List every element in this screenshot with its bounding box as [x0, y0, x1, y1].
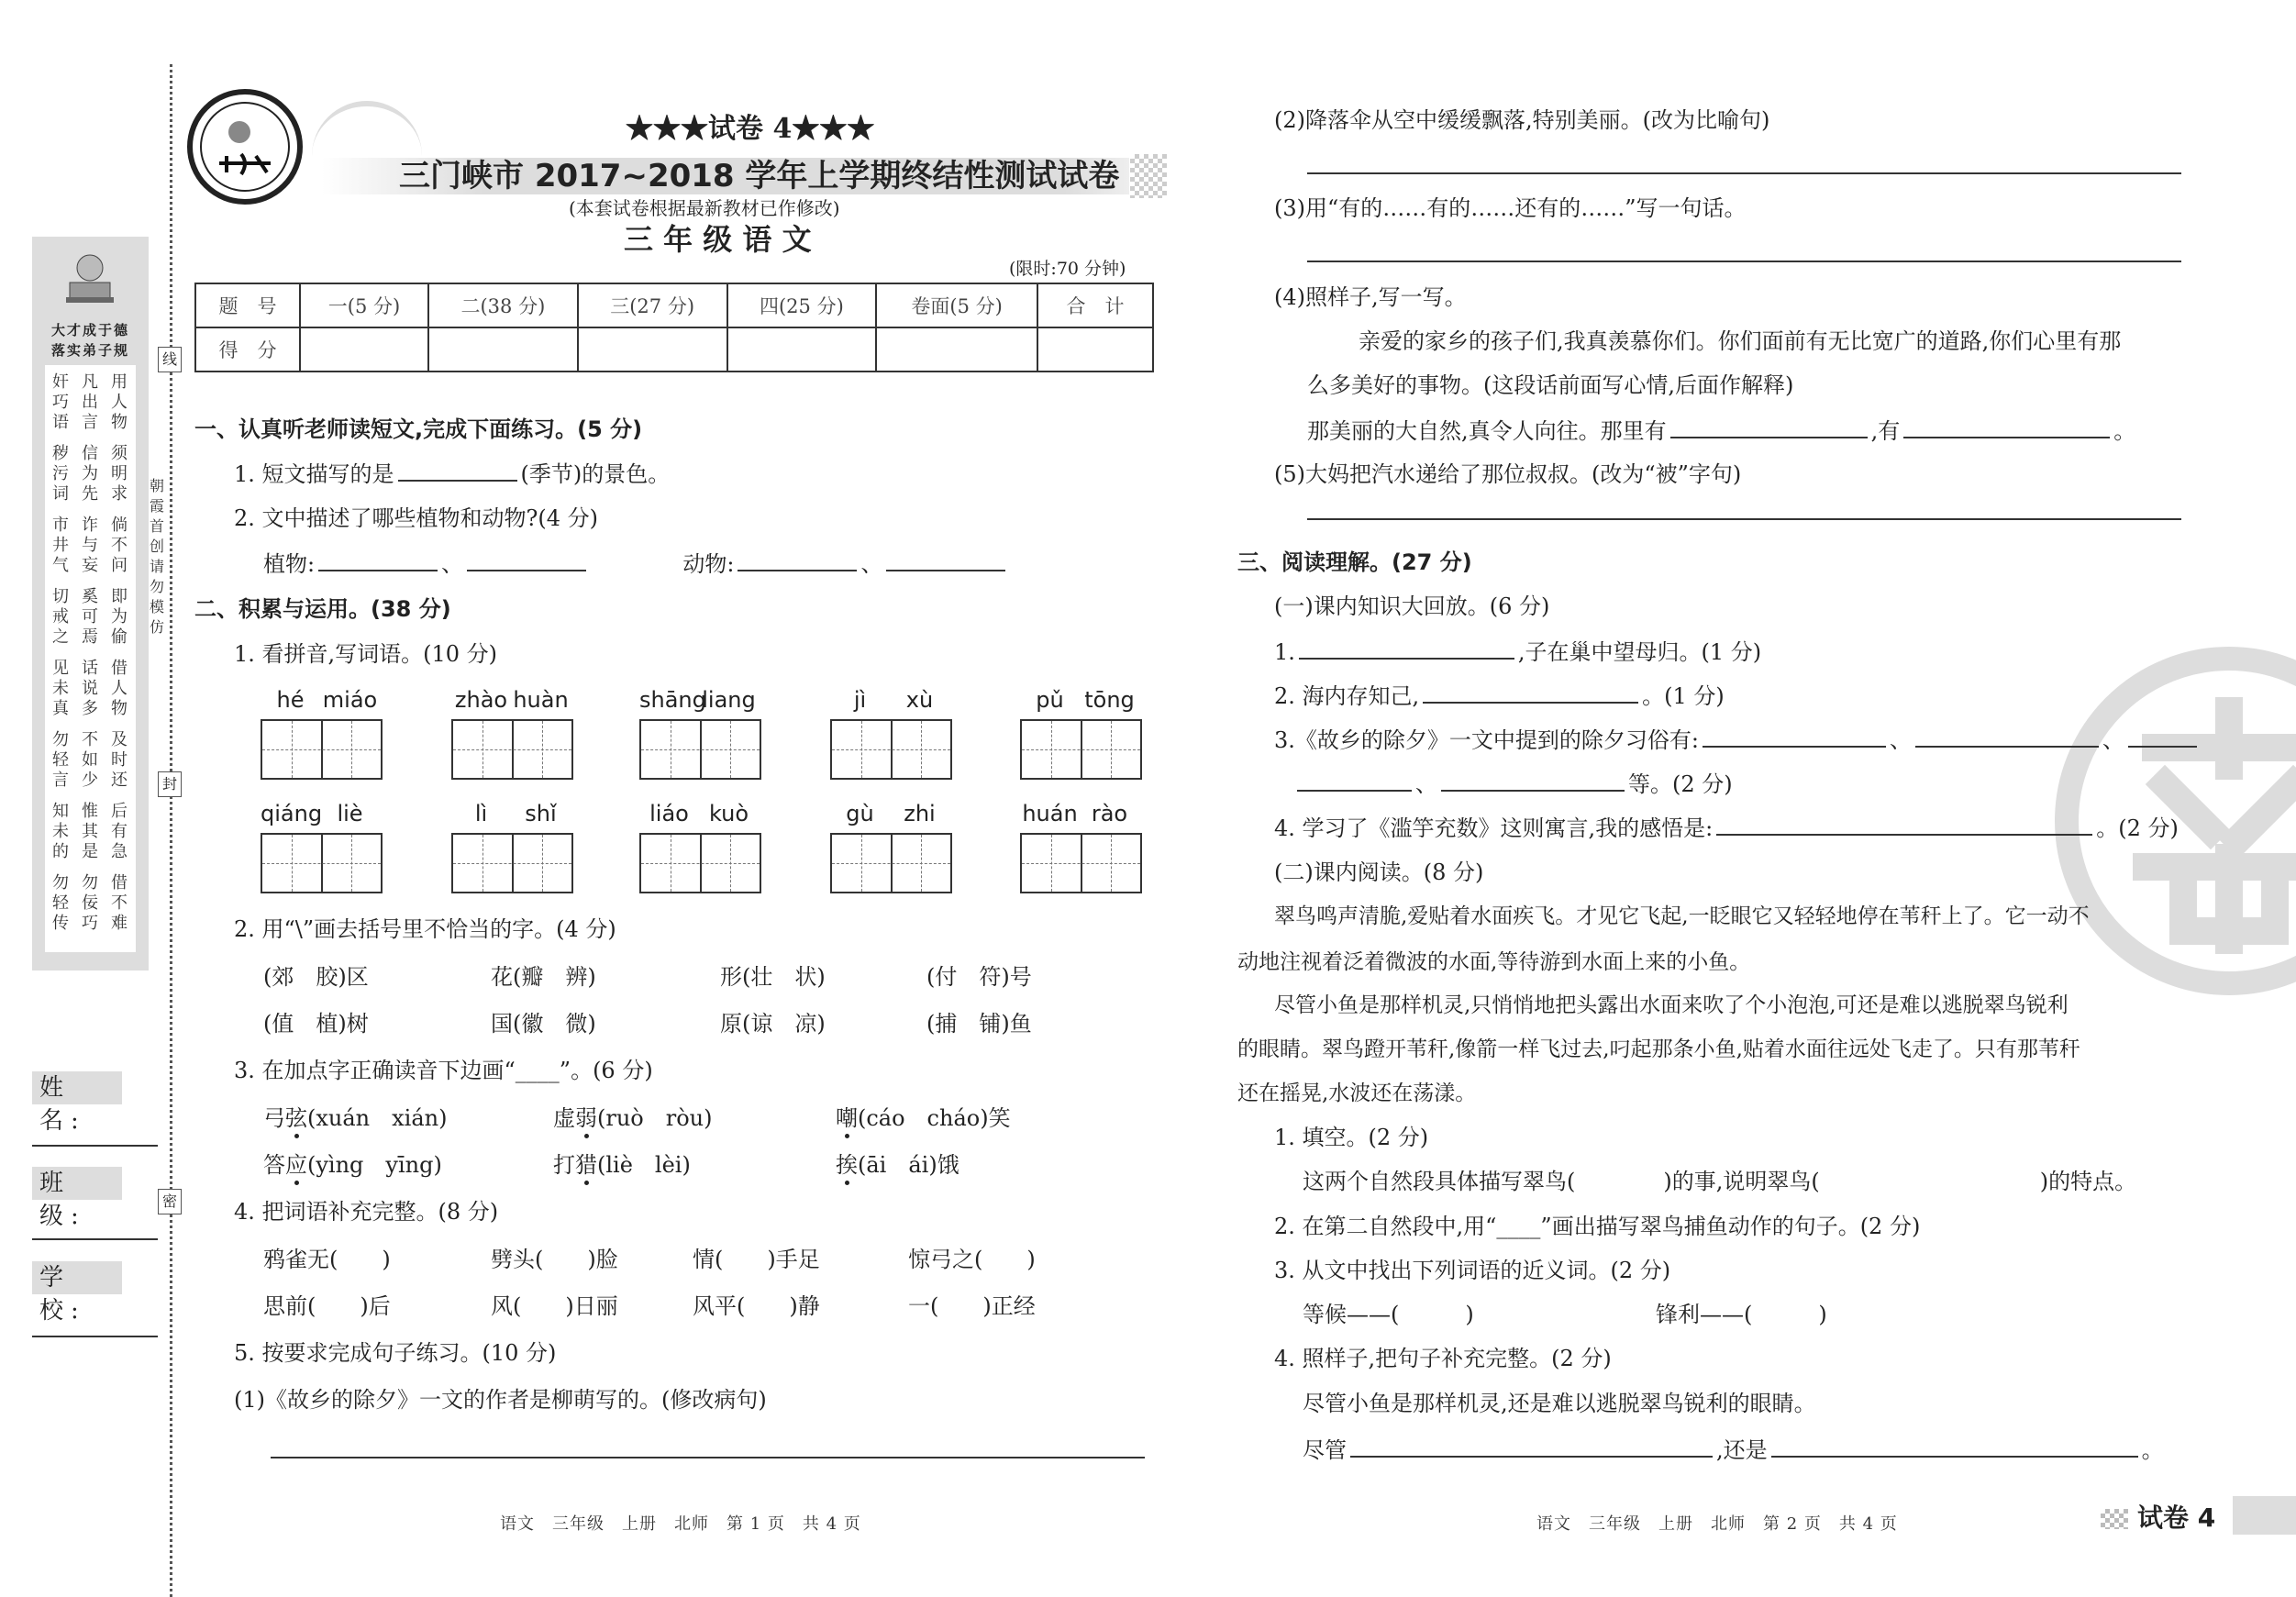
idiom-fill-item[interactable]: 思前( )后	[263, 1293, 391, 1319]
passage-line: 动地注视着泛着微波的水面,等待游到水面上来的小鱼。	[1237, 950, 1751, 974]
pinyin-syllable: huán	[1022, 801, 1078, 826]
verse-column: 惟其是	[82, 802, 98, 861]
task-text: 尽管	[1303, 1437, 1347, 1463]
school-field[interactable]	[32, 1336, 158, 1337]
corner-checker	[2101, 1509, 2128, 1529]
pinyin-syllable: rào	[1091, 801, 1128, 826]
cut-mark-feng: 封	[158, 771, 182, 797]
verse-column: 市井气	[52, 516, 69, 575]
tianzige-write-box[interactable]	[451, 833, 573, 893]
verse-column: 后有急	[111, 802, 128, 861]
score-cell[interactable]	[1037, 327, 1153, 372]
pronunciation-item[interactable]	[836, 1104, 1011, 1132]
question-text: 等。(2 分)	[1628, 771, 1733, 797]
pinyin-syllable: kuò	[708, 801, 749, 826]
question-2-1: 1. 看拼音,写词语。(10 分)	[234, 641, 498, 667]
verse-column: 诈与妄	[82, 516, 98, 575]
score-header-cell: 二(38 分)	[428, 283, 578, 327]
reading-question-3: 3. 从文中找出下列词语的近义词。(2 分)	[1274, 1258, 1671, 1283]
separator: 、	[860, 551, 883, 577]
sidebar-motto-panel	[32, 237, 149, 970]
separator: 、	[1415, 771, 1437, 797]
plant-blank[interactable]	[467, 549, 586, 571]
reading-question-4: 4. 照样子,把句子补充完整。(2 分)	[1274, 1346, 1612, 1371]
passage-line: 的眼睛。翠鸟蹬开苇秆,像箭一样飞过去,叼起那条小鱼,贴着水面往远处飞走了。只有那苇秆	[1237, 1037, 2080, 1061]
char-choice-item[interactable]: 形(壮 状)	[720, 964, 826, 990]
page-2-footer: 语文 三年级 上册 北师 第 2 页 共 4 页	[1536, 1514, 1898, 1534]
dotted-char: 嘲	[836, 1105, 858, 1131]
question-text: 。(2 分)	[2096, 815, 2179, 841]
verse-column: 用人物	[111, 372, 128, 432]
pinyin-syllable: qiáng	[261, 801, 323, 826]
reading-question-1: 1. 填空。(2 分)	[1274, 1125, 1429, 1150]
tianzige-write-box[interactable]	[261, 719, 383, 780]
question-text: (季节)的景色。	[520, 461, 671, 487]
student-reading-illustration	[62, 248, 117, 312]
verse-column: 及时还	[111, 730, 128, 790]
answer-blank[interactable]	[1350, 1436, 1713, 1458]
pinyin-options[interactable]: (yìng yīng)	[307, 1152, 442, 1178]
verse-column: 见未真	[52, 659, 69, 718]
char-choice-item[interactable]: 花(瓣 辨)	[491, 964, 596, 990]
question-2-3: 3. 在加点字正确读音下边画“____”。(6 分)	[234, 1058, 653, 1083]
pinyin-syllable: xù	[905, 687, 934, 713]
section-1-heading: 一、认真听老师读短文,完成下面练习。(5 分)	[194, 416, 643, 442]
pinyin-syllable: jì	[853, 687, 867, 713]
exam-title: 三门峡市 2017~2018 学年上学期终结性测试试卷	[399, 158, 1120, 194]
question-2-5-5: (5)大妈把汽水递给了那位叔叔。(改为“被”字句)	[1274, 461, 1742, 487]
verse-column: 借人物	[111, 659, 128, 718]
question-2-5-1: (1)《故乡的除夕》一文的作者是柳萌写的。(修改病句)	[234, 1387, 767, 1413]
section-2-heading: 二、积累与运用。(38 分)	[194, 596, 451, 622]
answer-line[interactable]	[1307, 518, 2181, 520]
score-header-cell: 一(5 分)	[300, 283, 428, 327]
pinyin-syllable: liáo	[649, 801, 689, 826]
score-header-cell: 合 计	[1037, 283, 1153, 327]
answer-blank[interactable]	[1423, 682, 1638, 704]
animals-label: 动物:	[682, 551, 735, 577]
pinyin-options[interactable]: (cáo cháo)笑	[858, 1105, 1011, 1131]
synonym-item: 等候——( )	[1303, 1302, 1474, 1327]
question-2-5: 5. 按要求完成句子练习。(10 分)	[234, 1340, 557, 1366]
binding-cut-line	[170, 64, 172, 1597]
question-2-5-3: (3)用“有的……有的……还有的……”写一句话。	[1274, 195, 1747, 221]
separator: 、	[1889, 727, 1912, 753]
verse-column: 须明求	[111, 444, 128, 504]
task-text: ,有	[1870, 418, 1901, 444]
pinyin-syllable: hé	[276, 687, 305, 713]
time-limit: (限时:70 分钟)	[1009, 259, 1126, 279]
pronunciation-item[interactable]	[836, 1151, 959, 1179]
pinyin-syllable: huàn	[513, 687, 569, 713]
score-cell[interactable]	[876, 327, 1037, 372]
reading-question-2: 2. 在第二自然段中,用“____”画出描写翠鸟捕鱼动作的句子。(2 分)	[1274, 1214, 1921, 1239]
example-line: 么多美好的事物。(这段话前面写心情,后面作解释)	[1307, 372, 1794, 398]
idiom-fill-item[interactable]: 鸦雀无( )	[263, 1247, 391, 1272]
tianzige-write-box[interactable]	[261, 833, 383, 893]
question-1-2: 2. 文中描述了哪些植物和动物?(4 分)	[234, 505, 599, 531]
question-text: ,子在巢中望母归。(1 分)	[1517, 639, 1762, 665]
pinyin-options[interactable]: (liè lèi)	[597, 1152, 691, 1178]
exam-subtitle: (本套试卷根据最新教材已作修改)	[569, 197, 840, 219]
motto-line: 大才成于德	[50, 322, 129, 338]
pronunciation-item[interactable]	[553, 1151, 691, 1179]
cut-mark-xian: 线	[158, 347, 182, 372]
verse-column: 秽污词	[52, 444, 69, 504]
answer-blank[interactable]	[1299, 638, 1514, 660]
separator: 、	[441, 551, 464, 577]
char-choice-item[interactable]: (付 符)号	[926, 964, 1032, 990]
reading-example: 尽管小鱼是那样机灵,还是难以逃脱翠鸟锐利的眼睛。	[1303, 1391, 1816, 1416]
tianzige-write-box[interactable]	[451, 719, 573, 780]
imitation-task	[1307, 416, 2135, 445]
answer-blank[interactable]	[1771, 1436, 2138, 1458]
plants-animals-row	[263, 549, 1009, 578]
motto-verses	[45, 365, 136, 952]
idiom-fill-item[interactable]: 一( )正经	[908, 1293, 1036, 1319]
answer-line[interactable]	[1307, 261, 2181, 262]
pinyin-options[interactable]: (āi ái)饿	[858, 1152, 959, 1178]
char-choice-item[interactable]: (捕 铺)鱼	[926, 1011, 1032, 1037]
question-text: 1.	[1274, 639, 1295, 665]
passage-line: 翠鸟鸣声清脆,爱贴着水面疾飞。才见它飞起,一眨眼它又轻轻地停在苇秆上了。它一动不	[1274, 904, 2090, 928]
verse-column: 即为偷	[111, 587, 128, 647]
dotted-char: 猎	[575, 1152, 597, 1178]
verse-column: 借不难	[111, 873, 128, 933]
task-text: 。	[2113, 418, 2136, 444]
answer-blank[interactable]	[2128, 726, 2197, 748]
pinyin-syllable: liè	[337, 801, 363, 826]
motto-line: 落实弟子规	[50, 342, 129, 359]
synonym-item: 锋利——( )	[1656, 1302, 1827, 1327]
score-header-cell: 卷面(5 分)	[876, 283, 1037, 327]
question-2-2: 2. 用“\”画去括号里不恰当的字。(4 分)	[234, 916, 616, 942]
dotted-char: 弱	[575, 1105, 597, 1131]
char-choice-item[interactable]: (值 植)树	[263, 1011, 369, 1037]
pronunciation-item[interactable]	[263, 1151, 442, 1179]
score-cell[interactable]	[428, 327, 578, 372]
answer-line[interactable]	[1307, 172, 2181, 174]
passage-line: 还在摇晃,水波还在荡漾。	[1237, 1081, 1477, 1105]
question-text: 1. 短文描写的是	[234, 461, 394, 487]
tianzige-write-box[interactable]	[639, 833, 761, 893]
verse-column: 知未的	[52, 802, 69, 861]
reading-question-1-text: 这两个自然段具体描写翠鸟( )的事,说明翠鸟( )的特点。	[1303, 1169, 2137, 1194]
section-3-heading: 三、阅读理解。(27 分)	[1237, 549, 1472, 575]
recall-question-4	[1274, 814, 2179, 842]
verse-column: 不如少	[82, 730, 98, 790]
idiom-fill-item[interactable]: 风平( )静	[693, 1293, 820, 1319]
char-choice-item[interactable]: 原(谅 凉)	[720, 1011, 826, 1037]
answer-blank[interactable]	[1716, 814, 2092, 836]
score-header-cell: 题 号	[195, 283, 300, 327]
task-text: ,还是	[1716, 1437, 1768, 1463]
name-label: 姓 名:	[32, 1071, 122, 1104]
word-part: 弓	[263, 1105, 285, 1131]
pinyin-syllable: shāng	[639, 687, 706, 713]
title-band-checker	[1130, 154, 1167, 198]
tianzige-write-box[interactable]	[830, 719, 952, 780]
score-table	[194, 283, 1154, 372]
dotted-char: 弦	[285, 1105, 307, 1131]
pinyin-syllable: gù	[846, 801, 874, 826]
verse-column: 勿轻言	[52, 730, 69, 790]
answer-blank[interactable]	[1915, 726, 2099, 748]
idiom-fill-item[interactable]: 情( )手足	[693, 1247, 820, 1272]
recall-question-1	[1274, 638, 1761, 666]
idiom-fill-item[interactable]: 惊弓之( )	[908, 1247, 1036, 1272]
recall-question-3	[1274, 726, 2201, 754]
pinyin-syllable: lì	[474, 801, 488, 826]
part-1-heading: (一)课内知识大回放。(6 分)	[1274, 593, 1550, 619]
score-header-cell: 三(27 分)	[578, 283, 727, 327]
pinyin-options[interactable]: (xuán xián)	[307, 1105, 448, 1131]
question-1-1	[234, 460, 670, 488]
pinyin-syllable: tōng	[1084, 687, 1135, 713]
verse-column: 凡出言	[82, 372, 98, 432]
score-cell[interactable]	[300, 327, 428, 372]
tianzige-write-box[interactable]	[830, 833, 952, 893]
answer-blank[interactable]	[1703, 726, 1886, 748]
char-choice-item[interactable]: (郊 胶)区	[263, 964, 369, 990]
question-text: 。(1 分)	[1642, 683, 1725, 709]
copyright-note: 朝霞首创 请勿模仿	[149, 477, 164, 636]
passage-line: 尽管小鱼是那样机灵,只悄悄地把头露出水面来吹了个小泡泡,可还是难以逃脱翠鸟锐利	[1274, 993, 2069, 1017]
score-table-row	[195, 327, 1153, 372]
pronunciation-item[interactable]	[553, 1104, 712, 1132]
verse-column: 奸巧语	[52, 372, 69, 432]
idiom-fill-item[interactable]: 劈头( )脸	[491, 1247, 618, 1272]
pinyin-syllable: zhi	[904, 801, 936, 826]
score-cell[interactable]	[727, 327, 877, 372]
idiom-fill-item[interactable]: 风( )日丽	[491, 1293, 618, 1319]
pinyin-syllable: liang	[702, 687, 756, 713]
class-field[interactable]	[32, 1238, 158, 1240]
animal-blank[interactable]	[738, 549, 857, 571]
verse-column: 倘不问	[111, 516, 128, 575]
corner-gray-block	[2233, 1496, 2296, 1535]
tianzige-write-box[interactable]	[639, 719, 761, 780]
page-1-footer: 语文 三年级 上册 北师 第 1 页 共 4 页	[500, 1514, 861, 1534]
example-line: 亲爱的家乡的孩子们,我真羡慕你们。你们面前有无比宽广的道路,你们心里有那	[1359, 328, 2122, 354]
corner-paper-badge: 试卷 4	[2137, 1503, 2216, 1533]
answer-blank[interactable]	[1903, 416, 2110, 438]
pronunciation-item[interactable]	[263, 1104, 447, 1132]
pinyin-syllable: pǔ	[1036, 687, 1064, 713]
paper-number-badge: ★★★试卷 4★★★	[626, 113, 875, 145]
publisher-logo	[186, 88, 304, 205]
score-row-label: 得 分	[195, 327, 300, 372]
answer-blank[interactable]	[1670, 416, 1868, 438]
pinyin-options[interactable]: (ruò ròu)	[597, 1105, 713, 1131]
season-blank[interactable]	[398, 460, 517, 482]
answer-blank[interactable]	[1297, 770, 1412, 792]
word-part: 虚	[553, 1105, 575, 1131]
part-2-heading: (二)课内阅读。(8 分)	[1274, 859, 1484, 885]
question-text: 2. 海内存知己,	[1274, 683, 1420, 709]
answer-line[interactable]	[271, 1457, 1145, 1458]
separator: 、	[2102, 727, 2124, 753]
question-2-5-2: (2)降落伞从空中缓缓飘落,特别美丽。(改为比喻句)	[1274, 107, 1770, 133]
pinyin-syllable: shǐ	[525, 801, 557, 826]
verse-column: 奚可焉	[82, 587, 98, 647]
plants-label: 植物:	[263, 551, 316, 577]
score-header-cell: 四(25 分)	[727, 283, 877, 327]
task-text: 。	[2141, 1437, 2164, 1463]
sentence-task	[1303, 1436, 2164, 1464]
recall-question-2	[1274, 682, 1725, 710]
word-part: 答	[263, 1152, 285, 1178]
pinyin-syllable: zhào	[454, 687, 508, 713]
char-choice-item[interactable]: 国(徽 微)	[491, 1011, 596, 1037]
tianzige-write-box[interactable]	[1020, 833, 1142, 893]
school-label: 学 校:	[32, 1261, 122, 1294]
question-2-4: 4. 把词语补充完整。(8 分)	[234, 1199, 499, 1225]
verse-column: 信为先	[82, 444, 98, 504]
answer-blank[interactable]	[1441, 770, 1625, 792]
question-2-5-4: (4)照样子,写一写。	[1274, 284, 1467, 310]
dotted-char: 应	[285, 1152, 307, 1178]
subject-heading: 三 年 级 语 文	[624, 222, 812, 257]
recall-question-3-cont	[1293, 770, 1733, 798]
tianzige-write-box[interactable]	[1020, 719, 1142, 780]
class-label: 班 级:	[32, 1167, 122, 1200]
cut-mark-mi: 密	[158, 1189, 182, 1214]
verse-column: 话说多	[82, 659, 98, 718]
dotted-char: 挨	[836, 1152, 858, 1178]
plant-blank[interactable]	[318, 549, 438, 571]
verse-column: 勿轻传	[52, 873, 69, 933]
animal-blank[interactable]	[886, 549, 1005, 571]
verse-column: 切戒之	[52, 587, 69, 647]
verse-column: 勿佞巧	[82, 873, 98, 933]
score-cell[interactable]	[578, 327, 727, 372]
question-text: 4. 学习了《滥竽充数》这则寓言,我的感悟是:	[1274, 815, 1714, 841]
task-text: 那美丽的大自然,真令人向往。那里有	[1307, 418, 1667, 444]
word-part: 打	[553, 1152, 575, 1178]
score-table-header-row	[195, 283, 1153, 327]
question-text: 3.《故乡的除夕》一文中提到的除夕习俗有:	[1274, 727, 1699, 753]
pinyin-syllable: miáo	[322, 687, 378, 713]
name-field[interactable]	[32, 1145, 158, 1147]
